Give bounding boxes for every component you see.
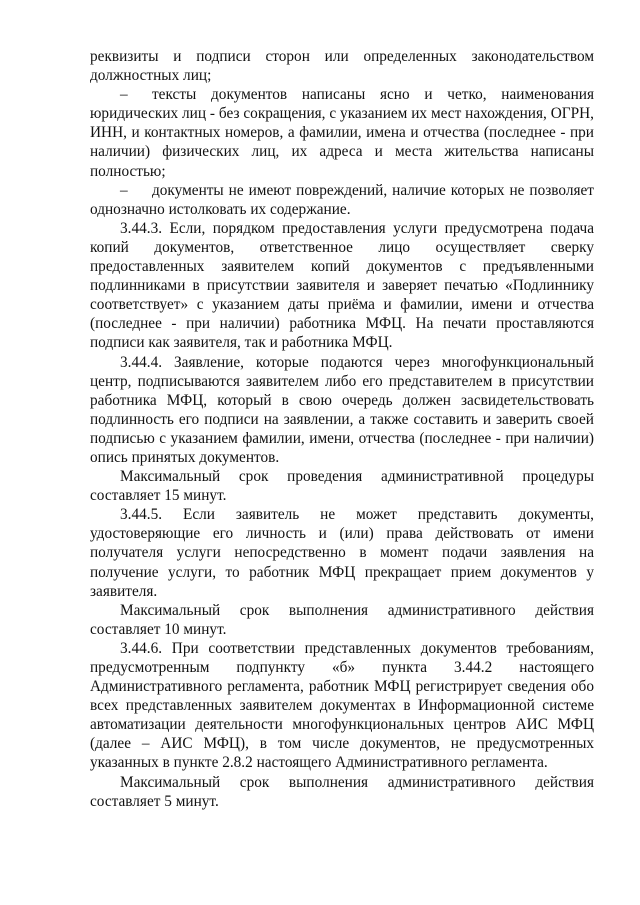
bullet-item-texts-clear: [90, 85, 594, 180]
bullet-text: тексты документов написаны ясно и четко, наименования юридических лиц - без сокращения, с указанием их мест нахождения, ОГРН, ИНН, и контактных номеров, а фамилии, имена и отчества (последнее - при наличии) физических лиц, их адреса и места жительства написаны полностью;: [90, 86, 594, 180]
bullet-dash: –: [120, 86, 128, 104]
paragraph-3-44-5: 3.44.5. Если заявитель не может представить документы, удостоверяющие его личность и (или) права действовать от имени получателя услуги непосредственно в момент подачи заявления на получение услуги, то работник МФЦ прекращает прием документов у заявителя.: [90, 506, 594, 600]
paragraph-max-time-5: Максимальный срок выполнения административного действия составляет 5 минут.: [90, 773, 594, 810]
paragraph-max-time-10: Максимальный срок выполнения административного действия составляет 10 минут.: [90, 601, 594, 638]
paragraph-max-time-15: Максимальный срок проведения административной процедуры составляет 15 минут.: [90, 468, 594, 505]
paragraph-3-44-3: 3.44.3. Если, порядком предоставления услуги предусмотрена подача копий документов, ответственное лицо осуществляет сверку предоставленных заявителем копий документов с предъявленными подлинниками в присутствии заявителя и заверяет печатью «Подлиннику соответствует» с указанием даты приёма и фамилии, имени и отчества (последнее - при наличии) работника МФЦ. На печати проставляются подписи как заявителя, так и работника МФЦ.: [90, 219, 594, 352]
document-page: [90, 47, 594, 811]
bullet-dash: –: [120, 181, 128, 199]
paragraph-3-44-6: 3.44.6. При соответствии представленных документов требованиям, предусмотренным подпункту «б» пункта 3.44.2 настоящего Административного регламента, работник МФЦ регистрирует сведения обо всех представленных заявителем документах в Информационной системе автоматизации деятельности многофункциональных центров АИС МФЦ (далее – АИС МФЦ), в том числе документов, не предусмотренных указанных в пункте 2.8.2 настоящего Административного регламента.: [90, 639, 594, 772]
paragraph-3-44-4: 3.44.4. Заявление, которые подаются через многофункциональный центр, подписываются заявителем либо его представителем в присутствии работника МФЦ, который в свою очередь должен засвидетельствовать подлинность его подписи на заявлении, а также составить и заверить своей подписью с указанием фамилии, имени, отчества (последнее - при наличии) опись принятых документов.: [90, 353, 594, 466]
bullet-item-no-damage: [90, 181, 594, 219]
paragraph-requisites-continuation: реквизиты и подписи сторон или определенных законодательством должностных лиц;: [90, 48, 594, 85]
bullet-text: документы не имеют повреждений, наличие которых не позволяет однозначно истолковать их содержание.: [90, 181, 594, 218]
